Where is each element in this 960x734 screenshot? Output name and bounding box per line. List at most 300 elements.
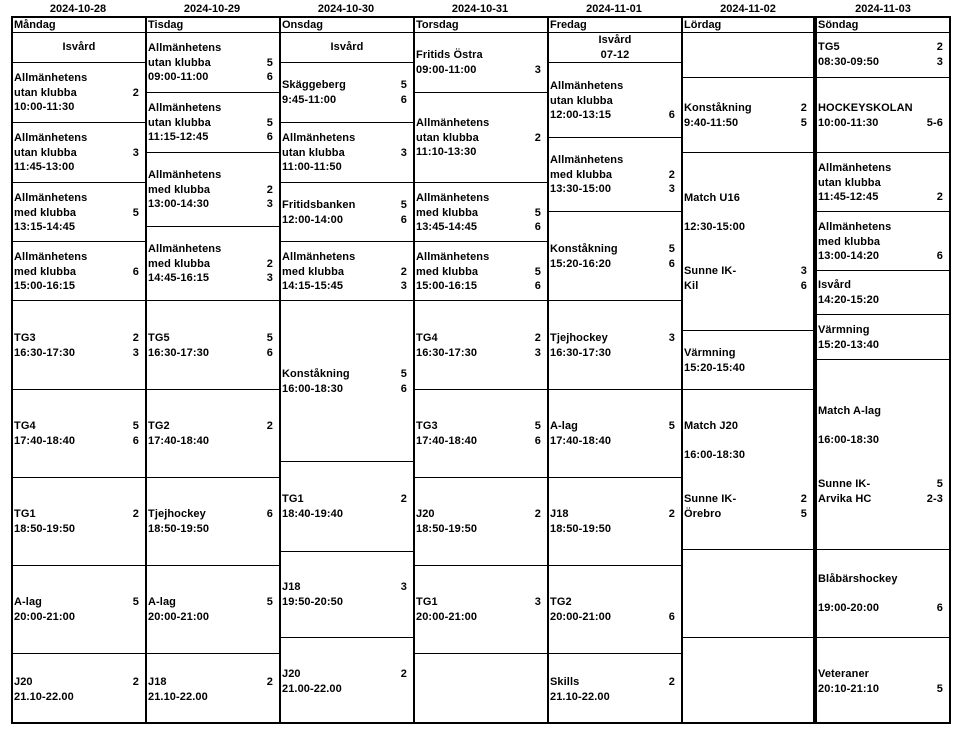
date-header-sun: 2024-11-03 <box>855 3 911 15</box>
slot-line <box>282 146 407 160</box>
slot-text: 20:00-21:00 <box>550 610 612 623</box>
schedule-slot <box>147 153 279 227</box>
slot-text: 11:00-11:50 <box>282 161 342 174</box>
slot-rink-number: 6 <box>936 250 943 263</box>
slot-rink-number: 2 <box>400 493 407 505</box>
slot-line <box>282 265 407 279</box>
slot-line <box>818 492 943 506</box>
slot-text: A-lag <box>14 596 42 608</box>
slot-rink-number: 6 <box>800 279 807 292</box>
slot-rink-number: 2 <box>668 676 675 688</box>
slot-line <box>550 595 675 609</box>
slot-rink-number: 6 <box>936 602 943 615</box>
slot-text: Isvård <box>818 279 852 291</box>
slot-rink-number: 5 <box>266 596 273 608</box>
slot-text: Isvård <box>598 34 632 46</box>
slot-text: 10:00-11:30 <box>818 116 879 129</box>
slot-text: 17:40-18:40 <box>14 434 76 447</box>
slot-rink-number: 6 <box>266 71 273 84</box>
slot-text: 17:40-18:40 <box>550 434 612 447</box>
slot-line <box>416 63 541 77</box>
slot-rink-number: 5 <box>132 206 139 219</box>
slot-rink-number: 2 <box>534 131 541 144</box>
slot-line <box>818 419 943 433</box>
slot-line <box>14 206 139 220</box>
slot-text: Allmänhetens <box>818 162 892 174</box>
slot-text: 14:45-16:15 <box>148 272 210 285</box>
slot-text: Allmänhetens <box>818 221 892 233</box>
schedule-slot <box>13 566 145 654</box>
day-name: Lördag <box>683 18 813 33</box>
slot-text: 16:30-17:30 <box>14 346 76 359</box>
slot-text: 18:50-19:50 <box>148 522 210 535</box>
slot-text: 10:00-11:30 <box>14 101 75 114</box>
slot-text: Sunne IK- <box>684 265 737 277</box>
slot-text: 13:00-14:20 <box>818 250 880 263</box>
slot-text: Veteraner <box>818 668 870 680</box>
slot-text: 17:40-18:40 <box>416 434 478 447</box>
slot-text: Konståkning <box>550 243 618 255</box>
slot-line <box>818 40 943 54</box>
slot-text: 21.10-22.00 <box>148 690 208 703</box>
slot-line <box>416 419 541 433</box>
slot-line <box>14 675 139 689</box>
slot-line <box>148 116 273 130</box>
schedule-slot <box>147 93 279 153</box>
schedule-slot <box>415 93 547 183</box>
slot-text: TG5 <box>818 41 840 53</box>
slot-line <box>416 265 541 279</box>
slot-text: 08:30-09:50 <box>818 55 880 68</box>
slot-line <box>550 257 675 271</box>
slot-line <box>818 448 943 462</box>
slot-text: 16:30-17:30 <box>550 346 612 359</box>
slot-line <box>550 690 675 704</box>
slot-rink-number: 5-6 <box>926 116 943 129</box>
slot-text: 09:00-11:00 <box>148 71 209 84</box>
schedule-slot <box>549 390 681 478</box>
slot-line <box>416 331 541 345</box>
slot-line <box>550 242 675 256</box>
slot-rink-number: 3 <box>132 146 139 159</box>
slot-text: Sunne IK- <box>818 478 871 490</box>
day-column-thu <box>413 16 549 724</box>
slot-text: TG3 <box>416 420 438 432</box>
day-column-sun <box>815 16 951 724</box>
slot-line <box>549 33 681 47</box>
slot-line <box>14 131 139 145</box>
slot-text: 13:45-14:45 <box>416 221 478 234</box>
slot-line <box>282 131 407 145</box>
slot-line <box>416 250 541 264</box>
slot-rink-number: 5 <box>132 596 139 608</box>
slot-line <box>14 100 139 114</box>
slot-text: TG5 <box>148 332 170 344</box>
slot-text: Blåbärshockey <box>818 573 898 585</box>
schedule-slot <box>281 123 413 183</box>
schedule-slot <box>549 32 681 63</box>
slot-text: TG1 <box>282 493 304 505</box>
slot-line <box>684 235 807 249</box>
schedule-slot <box>415 32 547 93</box>
slot-line <box>148 130 273 144</box>
slot-line <box>282 667 407 681</box>
slot-text: Konståkning <box>684 102 752 114</box>
slot-rink-number: 6 <box>534 221 541 234</box>
date-header-tue: 2024-10-29 <box>183 3 241 15</box>
slot-text: Allmänhetens <box>416 117 490 129</box>
schedule-slot <box>281 242 413 301</box>
slot-line <box>684 448 807 462</box>
schedule-slot <box>683 78 813 153</box>
slot-rink-number: 3 <box>800 265 807 277</box>
slot-line <box>550 79 675 93</box>
slot-rink-number: 5 <box>800 116 807 129</box>
slot-text: 12:00-13:15 <box>550 109 612 122</box>
slot-text: Allmänhetens <box>550 154 624 166</box>
slot-text: 15:00-16:15 <box>14 280 76 293</box>
schedule-slot <box>817 153 949 212</box>
slot-rink-number: 3 <box>534 346 541 359</box>
slot-rink-number: 2-3 <box>926 492 943 505</box>
schedule-slot <box>281 183 413 242</box>
day-column-sat <box>681 16 815 724</box>
slot-text: med klubba <box>282 265 345 278</box>
slot-rink-number: 6 <box>132 434 139 447</box>
slot-line <box>14 86 139 100</box>
day-column-tue <box>145 16 281 724</box>
slot-line <box>282 250 407 264</box>
schedule-slot <box>281 552 413 638</box>
slot-line <box>550 675 675 689</box>
slot-line <box>818 404 943 418</box>
schedule-slot <box>147 227 279 301</box>
slot-line <box>282 78 407 92</box>
slot-line <box>818 572 943 586</box>
slot-line <box>818 220 943 234</box>
slot-text: utan klubba <box>550 94 613 107</box>
slot-rink-number: 2 <box>534 508 541 520</box>
slot-rink-number: 5 <box>534 265 541 278</box>
slot-text: med klubba <box>416 265 479 278</box>
slot-rink-number: 5 <box>266 332 273 344</box>
schedule-slot <box>281 32 413 63</box>
slot-text: 20:00-21:00 <box>14 610 76 623</box>
slot-line <box>416 191 541 205</box>
schedule-slot <box>13 63 145 123</box>
day-name: Torsdag <box>415 18 547 33</box>
slot-rink-number: 5 <box>266 116 273 129</box>
slot-rink-number: 3 <box>936 55 943 68</box>
slot-text: Sunne IK- <box>684 493 737 505</box>
slot-line <box>550 182 675 196</box>
slot-line <box>148 41 273 55</box>
slot-line <box>684 264 807 278</box>
slot-text: Allmänhetens <box>282 251 356 263</box>
slot-line <box>148 690 273 704</box>
slot-rink-number: 6 <box>400 93 407 106</box>
slot-rink-number: 2 <box>132 508 139 520</box>
slot-line <box>818 101 943 115</box>
day-name: Tisdag <box>147 18 279 33</box>
slot-rink-number: 6 <box>668 610 675 623</box>
slot-line <box>282 682 407 696</box>
slot-rink-number: 2 <box>132 676 139 688</box>
slot-text: med klubba <box>550 168 613 181</box>
slot-line <box>14 71 139 85</box>
slot-line <box>282 507 407 521</box>
slot-line <box>684 101 807 115</box>
slot-rink-number: 6 <box>400 382 407 395</box>
slot-text: 13:30-15:00 <box>550 183 612 196</box>
slot-line <box>14 250 139 264</box>
slot-line <box>550 346 675 360</box>
slot-line <box>818 323 943 337</box>
slot-line <box>416 48 541 62</box>
slot-text: med klubba <box>818 235 881 248</box>
slot-line <box>416 145 541 159</box>
slot-text: 18:50-19:50 <box>14 522 76 535</box>
slot-line <box>148 242 273 256</box>
slot-line <box>282 279 407 293</box>
slot-text: J18 <box>148 676 167 688</box>
slot-rink-number: 6 <box>668 109 675 122</box>
slot-rink-number: 3 <box>400 146 407 159</box>
slot-line <box>818 667 943 681</box>
schedule-slot <box>817 212 949 271</box>
slot-rink-number: 3 <box>266 272 273 285</box>
slot-line <box>416 507 541 521</box>
slot-rink-number: 5 <box>936 682 943 695</box>
slot-text: 21.10-22.00 <box>550 690 610 703</box>
slot-line <box>550 610 675 624</box>
slot-text: 11:45-13:00 <box>14 161 75 174</box>
slot-line <box>14 522 139 536</box>
slot-text: utan klubba <box>416 131 479 144</box>
slot-text: utan klubba <box>14 146 77 159</box>
day-column-fri <box>547 16 683 724</box>
slot-text: 15:00-16:15 <box>416 280 478 293</box>
slot-line <box>14 146 139 160</box>
slot-text: 18:40-19:40 <box>282 507 344 520</box>
slot-line <box>684 463 807 477</box>
slot-text: 21.10-22.00 <box>14 690 74 703</box>
slot-line <box>684 249 807 263</box>
slot-line <box>684 206 807 220</box>
schedule-slot <box>281 462 413 552</box>
slot-line <box>14 507 139 521</box>
slot-line <box>818 249 943 263</box>
slot-text: 16:30-17:30 <box>148 346 210 359</box>
slot-line <box>818 176 943 190</box>
slot-line <box>818 338 943 352</box>
slot-text: TG1 <box>14 508 36 520</box>
slot-line <box>684 492 807 506</box>
slot-line <box>282 580 407 594</box>
slot-text: Allmänhetens <box>550 80 624 92</box>
slot-line <box>684 419 807 433</box>
slot-text: 14:20-15:20 <box>818 293 880 306</box>
slot-line <box>282 595 407 609</box>
schedule-slot <box>147 478 279 566</box>
schedule-slot <box>549 63 681 138</box>
slot-line <box>550 331 675 345</box>
slot-rink-number: 5 <box>400 79 407 91</box>
slot-rink-number: 5 <box>132 420 139 432</box>
slot-line <box>14 331 139 345</box>
slot-text: 15:20-16:20 <box>550 257 612 270</box>
slot-text: TG3 <box>14 332 36 344</box>
slot-text: 07-12 <box>600 48 630 61</box>
slot-text: 19:00-20:00 <box>818 602 880 615</box>
slot-line <box>148 197 273 211</box>
slot-text: med klubba <box>14 206 77 219</box>
slot-text: HOCKEYSKOLAN <box>818 102 913 114</box>
slot-text: utan klubba <box>14 86 77 99</box>
slot-line <box>818 682 943 696</box>
slot-rink-number: 5 <box>266 56 273 69</box>
slot-text: Tjejhockey <box>148 508 206 520</box>
schedule-slot <box>147 301 279 390</box>
schedule-slot <box>683 390 813 550</box>
slot-rink-number: 3 <box>668 332 675 344</box>
slot-text: 09:00-11:00 <box>416 63 477 76</box>
schedule-slot <box>13 242 145 301</box>
date-header-sat: 2024-11-02 <box>720 3 776 15</box>
slot-line <box>148 331 273 345</box>
schedule-slot <box>147 32 279 93</box>
slot-line <box>14 346 139 360</box>
schedule-slot <box>415 566 547 654</box>
slot-text: TG2 <box>550 596 572 608</box>
slot-line <box>684 477 807 491</box>
day-name: Fredag <box>549 18 681 33</box>
slot-text: 9:40-11:50 <box>684 116 739 129</box>
slot-line <box>818 116 943 130</box>
slot-rink-number: 5 <box>400 199 407 211</box>
slot-text: med klubba <box>14 265 77 278</box>
slot-line <box>14 220 139 234</box>
schedule-slot <box>13 390 145 478</box>
slot-text: utan klubba <box>282 146 345 159</box>
slot-line <box>818 477 943 491</box>
slot-line <box>282 382 407 396</box>
slot-line <box>818 235 943 249</box>
slot-line <box>148 434 273 448</box>
schedule-slot <box>549 138 681 212</box>
slot-rink-number: 2 <box>400 668 407 680</box>
schedule-slot <box>817 550 949 638</box>
slot-line <box>416 522 541 536</box>
slot-line <box>550 419 675 433</box>
schedule-slot <box>817 315 949 360</box>
slot-rink-number: 2 <box>400 265 407 278</box>
slot-text: Örebro <box>684 507 722 520</box>
slot-rink-number: 2 <box>800 102 807 114</box>
slot-line <box>684 507 807 521</box>
slot-line <box>416 610 541 624</box>
slot-line <box>282 198 407 212</box>
schedule-slot <box>817 32 949 78</box>
slot-line <box>550 168 675 182</box>
slot-text: 11:10-13:30 <box>416 146 477 159</box>
slot-rink-number: 3 <box>534 63 541 76</box>
slot-text: 15:20-15:40 <box>684 361 746 374</box>
slot-line <box>684 346 807 360</box>
slot-text: TG1 <box>416 596 438 608</box>
schedule-slot <box>147 566 279 654</box>
date-header-mon: 2024-10-28 <box>49 3 107 15</box>
slot-line <box>14 610 139 624</box>
slot-text: 21.00-22.00 <box>282 682 342 695</box>
slot-text: TG4 <box>416 332 438 344</box>
slot-text: 20:00-21:00 <box>416 610 478 623</box>
slot-rink-number: 6 <box>668 257 675 270</box>
slot-text: 16:00-18:30 <box>684 449 746 462</box>
slot-line <box>550 434 675 448</box>
slot-text: 9:45-11:00 <box>282 93 337 106</box>
slot-rink-number: 3 <box>266 198 273 211</box>
slot-text: Allmänhetens <box>148 42 222 54</box>
schedule-slot <box>147 390 279 478</box>
schedule-slot <box>13 123 145 183</box>
slot-rink-number: 2 <box>132 332 139 344</box>
slot-line <box>148 70 273 84</box>
slot-line <box>818 462 943 476</box>
slot-line <box>416 346 541 360</box>
slot-text: Allmänhetens <box>416 192 490 204</box>
slot-line <box>684 191 807 205</box>
slot-line <box>818 55 943 69</box>
slot-text: 11:15-12:45 <box>148 131 209 144</box>
slot-text: 13:15-14:45 <box>14 221 76 234</box>
slot-text: A-lag <box>148 596 176 608</box>
slot-text: Isvård <box>62 41 96 53</box>
slot-line <box>416 434 541 448</box>
slot-rink-number: 2 <box>266 676 273 688</box>
slot-text: TG2 <box>148 420 170 432</box>
schedule-slot <box>683 331 813 390</box>
slot-text: utan klubba <box>148 56 211 69</box>
slot-line <box>282 367 407 381</box>
slot-line <box>550 153 675 167</box>
schedule-slot <box>13 478 145 566</box>
schedule-slot <box>415 301 547 390</box>
slot-text: Match U16 <box>684 192 740 204</box>
schedule-slot <box>817 78 949 153</box>
slot-rink-number: 6 <box>266 346 273 359</box>
slot-text: Allmänhetens <box>14 192 88 204</box>
slot-rink-number: 5 <box>534 420 541 432</box>
slot-rink-number: 6 <box>534 434 541 447</box>
slot-text: utan klubba <box>148 116 211 129</box>
slot-text: Tjejhockey <box>550 332 608 344</box>
slot-text: Skäggeberg <box>282 79 346 91</box>
slot-line <box>148 595 273 609</box>
slot-text: Allmänhetens <box>14 132 88 144</box>
slot-line <box>14 690 139 704</box>
schedule-slot <box>817 271 949 315</box>
slot-text: med klubba <box>148 183 211 196</box>
slot-line <box>281 40 413 54</box>
day-name: Söndag <box>817 18 949 33</box>
slot-line <box>14 191 139 205</box>
slot-line <box>148 183 273 197</box>
slot-text: J20 <box>416 508 435 520</box>
slot-rink-number: 3 <box>400 581 407 593</box>
slot-rink-number: 2 <box>936 41 943 53</box>
slot-text: Match A-lag <box>818 405 882 417</box>
